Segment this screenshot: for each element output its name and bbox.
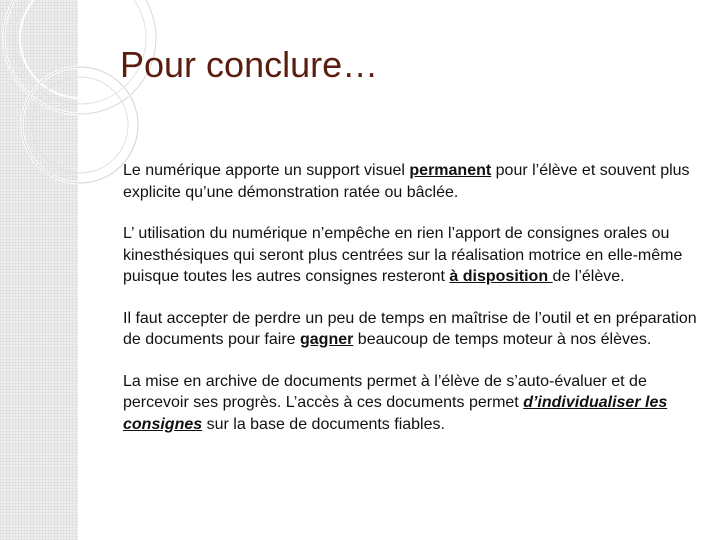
emphasized-text: permanent — [409, 162, 492, 179]
paragraph-2 — [123, 223, 703, 288]
paragraph-text: de l’élève. — [552, 268, 625, 285]
paragraph-text: Il faut accepter de perdre un peu de temps en maîtrise de l’outil et en préparation de documents pour faire — [123, 309, 697, 348]
paragraph-text: pour l’élève et souvent plus explicite qu’une démonstration ratée ou bâclée. — [123, 162, 690, 201]
slide-title: Pour conclure… — [120, 44, 379, 85]
paragraph-text: beaucoup de temps moteur à nos élèves. — [353, 331, 652, 348]
paragraph-3 — [123, 308, 703, 351]
emphasized-text: à disposition — [449, 268, 553, 285]
paragraph-1 — [123, 160, 703, 203]
paragraph-text: La mise en archive de documents permet à l’élève de s’auto-évaluer et de percevoir ses progrès. L’accès à ces documents permet — [123, 372, 647, 411]
emphasized-text: d’individualiser les consignes — [123, 394, 668, 433]
paragraph-text: L’ utilisation du numérique n’empêche en rien l’apport de consignes orales ou kinesthésiques qui seront plus centrées sur la réalisation motrice en elle-même puisque toutes les autres consignes resteront — [123, 225, 683, 285]
paragraph-4 — [123, 371, 703, 436]
paragraph-text: Le numérique apporte un support visuel — [123, 162, 410, 179]
slide-body — [123, 160, 703, 435]
paragraph-text: sur la base de documents fiables. — [202, 415, 445, 433]
emphasized-text: gagner — [300, 331, 354, 348]
